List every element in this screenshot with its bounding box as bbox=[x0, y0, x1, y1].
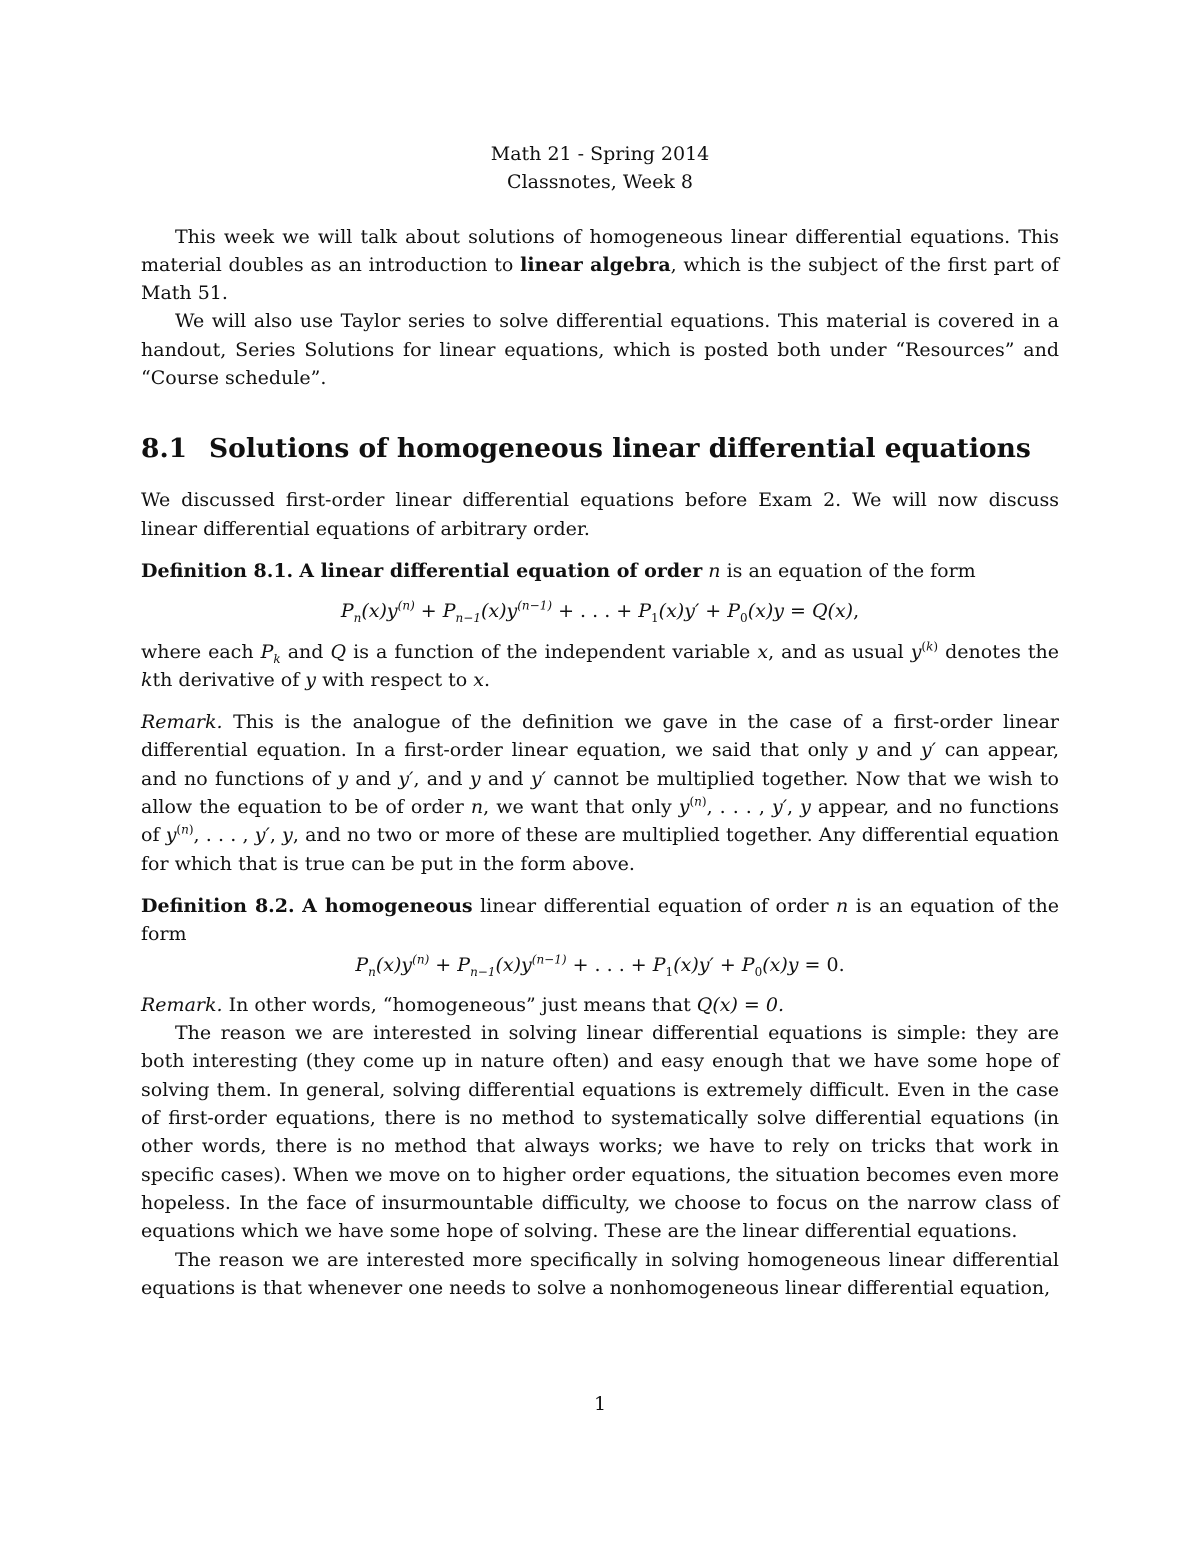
definition-label-2: Definition 8.2. bbox=[141, 894, 295, 917]
page-content bbox=[141, 140, 1059, 1302]
remark-2-formula: Q(x) = 0. bbox=[696, 993, 785, 1016]
section-heading bbox=[141, 432, 1059, 466]
definition-term: A linear differential equation of order bbox=[299, 559, 703, 582]
equation-linear-ode: $P_n(x)y^{(n)} + P_{n-1}(x)y^{(n-1)}$ + . . . + $P_1(x)y' + P_0(x)y = Q(x)$, bbox=[340, 598, 860, 626]
definition-8-2: Definition 8.2. A homogeneous linear differential equation of order n is an equation of the form bbox=[141, 894, 1059, 946]
body-paragraph-2: The reason we are interested more specifically in solving homogeneous linear differential equations is that whenever one needs to solve a nonhomogeneous linear differential equation, bbox=[141, 1248, 1059, 1299]
definition-8-1: Definition 8.1. A linear differential equation of order n is an equation of the form bbox=[141, 559, 976, 582]
equation-homogeneous-ode: $P_n(x)y^{(n)} + P_{n-1}(x)y^{(n-1)}$ + . . . + $P_1(x)y' + P_0(x)y = 0$. bbox=[355, 952, 845, 979]
remark-2: Remark. In other words, “homogeneous” just means that Q(x) = 0. bbox=[141, 993, 785, 1016]
intro-paragraph-1: This week we will talk about solutions of homogeneous linear differential equations. This material doubles as an introduction to linear algebra, which is the subject of the first part of Math 51. bbox=[141, 225, 1059, 305]
definition-8-1-explanation: where each $P_k$ and Q is a function of the independent variable x, and as usual $y^{(k)}$ denotes the kth derivative of y with respect to x. bbox=[141, 639, 1059, 691]
remark-1: Remark. This is the analogue of the definition we gave in the case of a first-order linear differential equation. In a first-order linear equation, we said that only y and y′ can appear, and no functions of y and y′, and y and y′ cannot be multiplied together. Now that we wish to allow the equation to be of order n, we want that only $y^{(n)}$, . . . , y′, y appear, and no functions of $y^{(n)}$, . . . , y′, y, and no two or more of these are multiplied together. Any differential equation for which that is true can be put in the form above. bbox=[141, 711, 1059, 875]
homogeneous-term: A homogeneous bbox=[302, 894, 473, 917]
remark-label-2: Remark. bbox=[141, 993, 223, 1016]
page-number: 1 bbox=[593, 1393, 607, 1415]
definition-label: Definition 8.1. bbox=[141, 559, 294, 582]
section-title: Solutions of homogeneous linear differential equations bbox=[209, 433, 1031, 465]
body-paragraph-1: The reason we are interested in solving linear differential equations is simple: they are both interesting (they come up in nature often) and easy enough that we have some hope of solving them. In general, solving differential equations is extremely difficult. Even in the case of first-order equations, there is no method to systematically solve differential equations (in other words, there is no method that always works; we have to rely on tricks that work in specific cases). When we move on to higher order equations, the situation becomes even more hopeless. In the face of insurmountable difficulty, we choose to focus on the narrow class of equations which we have some hope of solving. These are the linear differential equations. bbox=[141, 1022, 1059, 1243]
course-title: Math 21 - Spring 2014 bbox=[490, 143, 710, 165]
section-paragraph: We discussed first-order linear differential equations before Exam 2. We will now discuss linear differential equations of arbitrary order. bbox=[141, 489, 1059, 540]
section-number: 8.1 bbox=[141, 433, 188, 465]
intro-paragraph-2: We will also use Taylor series to solve differential equations. This material is covered in a handout, Series Solutions for linear equations, which is posted both under “Resources” and “Course schedule”. bbox=[141, 310, 1059, 390]
linear-algebra-term: linear algebra bbox=[520, 253, 671, 276]
notes-subtitle: Classnotes, Week 8 bbox=[507, 171, 693, 194]
remark-label: Remark. bbox=[141, 711, 223, 734]
